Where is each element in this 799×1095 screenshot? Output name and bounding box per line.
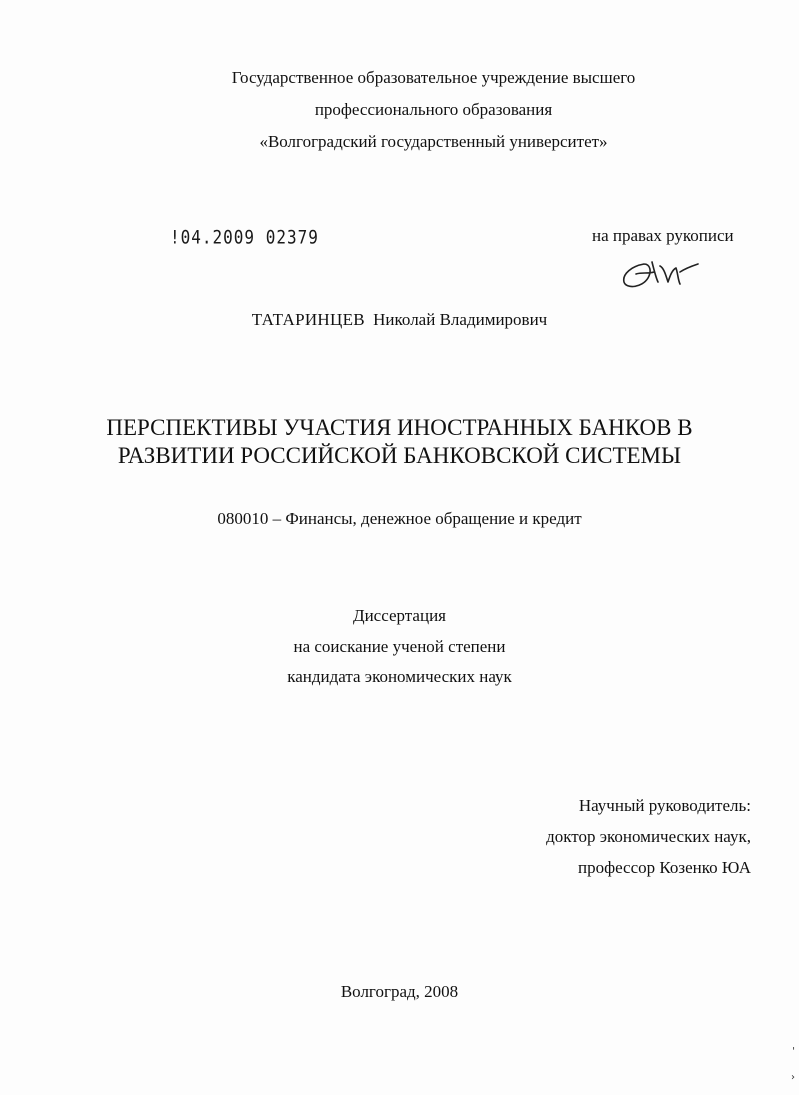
title-line-1: ПЕРСПЕКТИВЫ УЧАСТИЯ ИНОСТРАННЫХ БАНКОВ В	[106, 415, 693, 440]
scan-edge-mark-1: '	[792, 1046, 795, 1057]
institution-line-1: Государственное образовательное учреждение высшего	[231, 68, 636, 87]
degree-line-1: Диссертация	[352, 606, 446, 625]
specialty-code: 080010 – Финансы, денежное обращение и кредит	[217, 509, 582, 528]
title-line-2: РАЗВИТИИ РОССИЙСКОЙ БАНКОВСКОЙ СИСТЕМЫ	[117, 443, 682, 468]
supervisor-name: профессор Козенко ЮА	[577, 858, 751, 877]
institution-line-3: «Волгоградский государственный университет»	[259, 132, 608, 151]
supervisor-degree: доктор экономических наук,	[546, 827, 751, 846]
author-given-names: Николай Владимирович	[373, 310, 548, 329]
degree-line-3: кандидата экономических наук	[287, 667, 512, 686]
author-name	[0, 310, 799, 330]
author-surname: ТАТАРИНЦЕВ	[251, 310, 365, 329]
handwritten-signature-icon	[614, 252, 704, 292]
dissertation-title	[0, 414, 799, 470]
city-and-year: Волгоград, 2008	[340, 982, 459, 1001]
degree-line-2: на соискание ученой степени	[293, 637, 506, 656]
registry-number-stamp: !04.2009 02379	[170, 226, 319, 248]
institution-line-2: профессионального образования	[314, 100, 553, 119]
scan-edge-mark-2: ›	[791, 1072, 795, 1083]
supervisor-label: Научный руководитель:	[578, 796, 751, 815]
manuscript-note: на правах рукописи	[592, 226, 734, 245]
